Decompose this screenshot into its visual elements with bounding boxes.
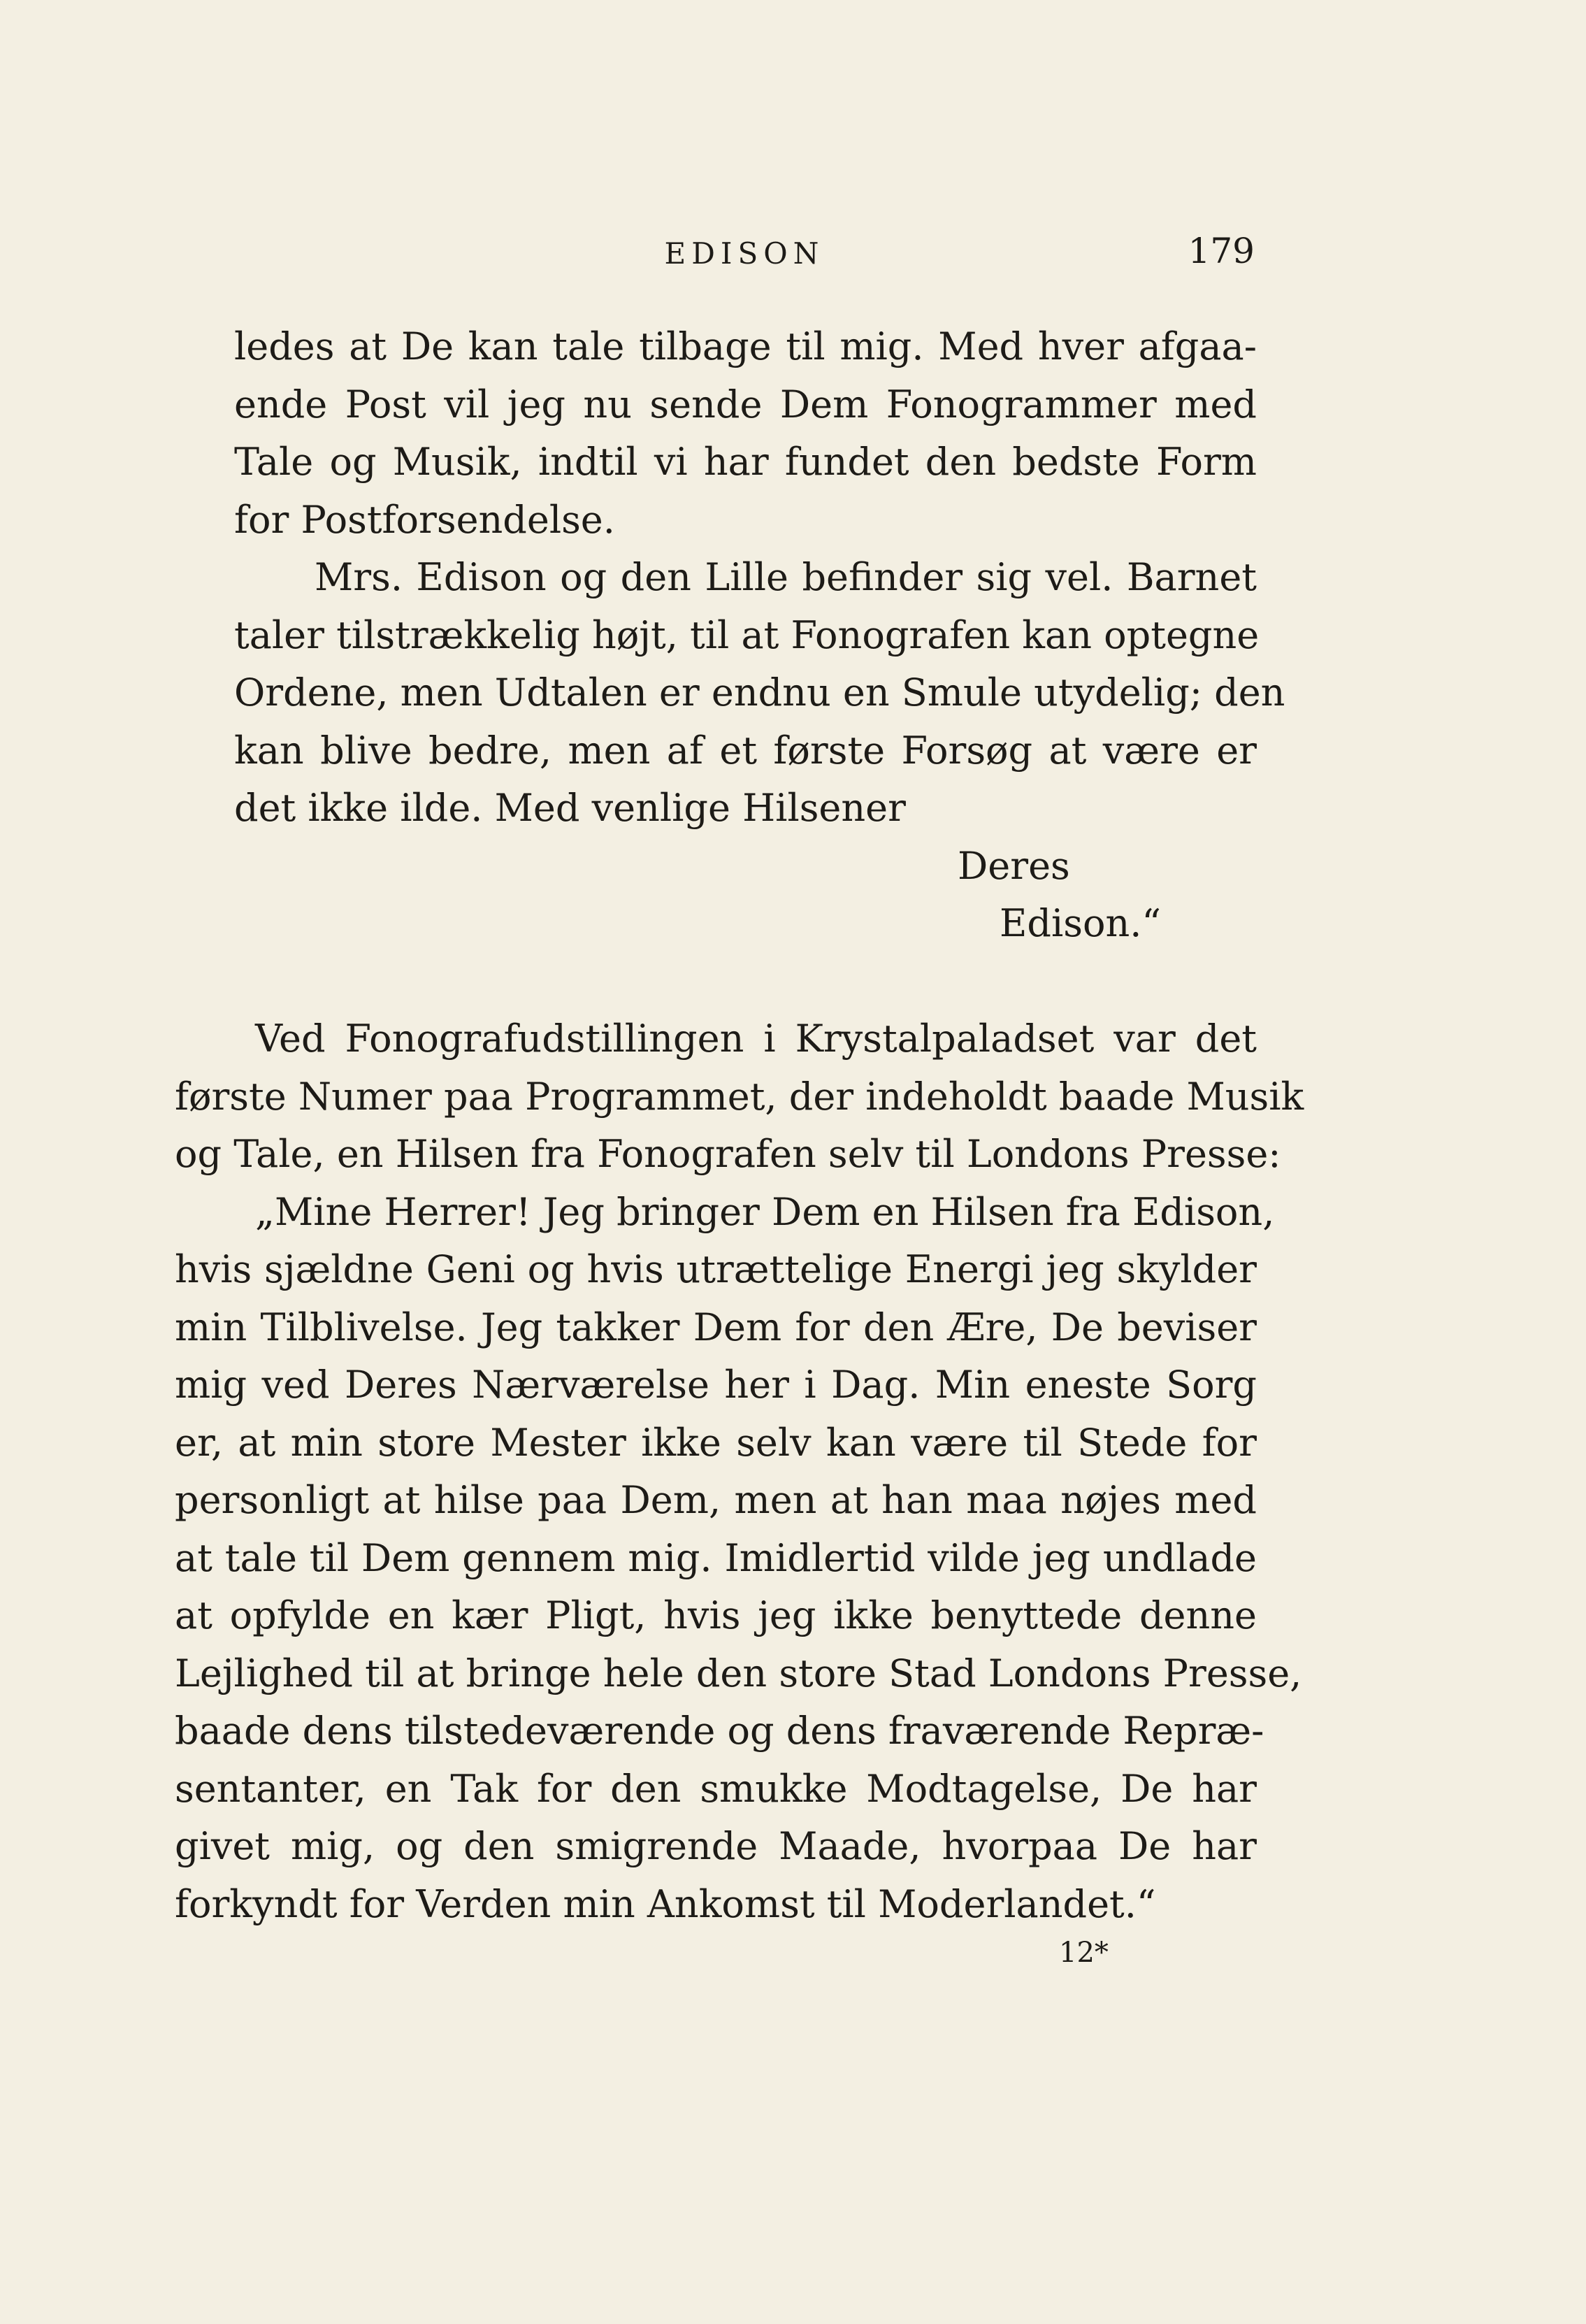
running-head: EDISON <box>664 236 825 271</box>
text-line: ende Post vil jeg nu sende Dem Fonogrammer med <box>234 382 1257 426</box>
text-line: er, at min store Mester ikke selv kan være til Stede for <box>175 1420 1257 1465</box>
text-line: Tale og Musik, indtil vi har fundet den bedste Form <box>234 440 1257 484</box>
text-line: taler tilstrækkelig højt, til at Fonografen kan optegne <box>234 612 1260 657</box>
page-header <box>234 231 1255 287</box>
text-line: forkyndt for Verden min Ankomst til Moderlandet.“ <box>175 1881 1156 1926</box>
text-line: Lejlighed til at bringe hele den store Stad Londons Presse, <box>175 1651 1302 1695</box>
body-text <box>175 318 1304 1933</box>
signature-line: Edison.“ <box>1000 901 1162 945</box>
text-line: kan blive bedre, men af et første Forsøg at være er <box>234 728 1257 773</box>
text-line: Ordene, men Udtalen er endnu en Smule utydelig; den <box>234 670 1285 715</box>
page-number: 179 <box>1188 231 1255 271</box>
text-line: baade dens tilstedeværende og dens fraværende Repræ- <box>175 1709 1264 1753</box>
text-line: personligt at hilse paa Dem, men at han maa nøjes med <box>175 1478 1257 1522</box>
closing-line: Deres <box>958 843 1070 888</box>
signature-mark: 12* <box>1059 1937 1109 1969</box>
text-line: hvis sjældne Geni og hvis utrættelige Energi jeg skylder <box>175 1247 1257 1291</box>
text-line: „Mine Herrer! Jeg bringer Dem en Hilsen fra Edison, <box>255 1189 1275 1234</box>
text-line: givet mig, og den smigrende Maade, hvorpaa De har <box>175 1824 1257 1868</box>
text-line: min Tilblivelse. Jeg takker Dem for den Ære, De beviser <box>175 1305 1257 1349</box>
text-line: og Tale, en Hilsen fra Fonografen selv til Londons Presse: <box>175 1132 1281 1176</box>
text-line: for Postforsendelse. <box>234 497 615 542</box>
text-line: Mrs. Edison og den Lille befinder sig vel. Barnet <box>315 555 1257 599</box>
text-line: det ikke ilde. Med venlige Hilsener <box>234 786 906 830</box>
text-line: at tale til Dem gennem mig. Imidlertid vilde jeg undlade <box>175 1535 1257 1580</box>
text-line: at opfylde en kær Pligt, hvis jeg ikke benyttede denne <box>175 1593 1257 1637</box>
text-line: mig ved Deres Nærværelse her i Dag. Min eneste Sorg <box>175 1363 1257 1407</box>
text-line: ledes at De kan tale tilbage til mig. Med hver afgaa- <box>234 324 1257 368</box>
text-line: sentanter, en Tak for den smukke Modtagelse, De har <box>175 1766 1257 1811</box>
text-line: første Numer paa Programmet, der indeholdt baade Musik <box>175 1074 1304 1119</box>
paragraph-gap <box>175 953 1257 1011</box>
text-line: Ved Fonografudstillingen i Krystalpaladset var det <box>255 1017 1257 1061</box>
